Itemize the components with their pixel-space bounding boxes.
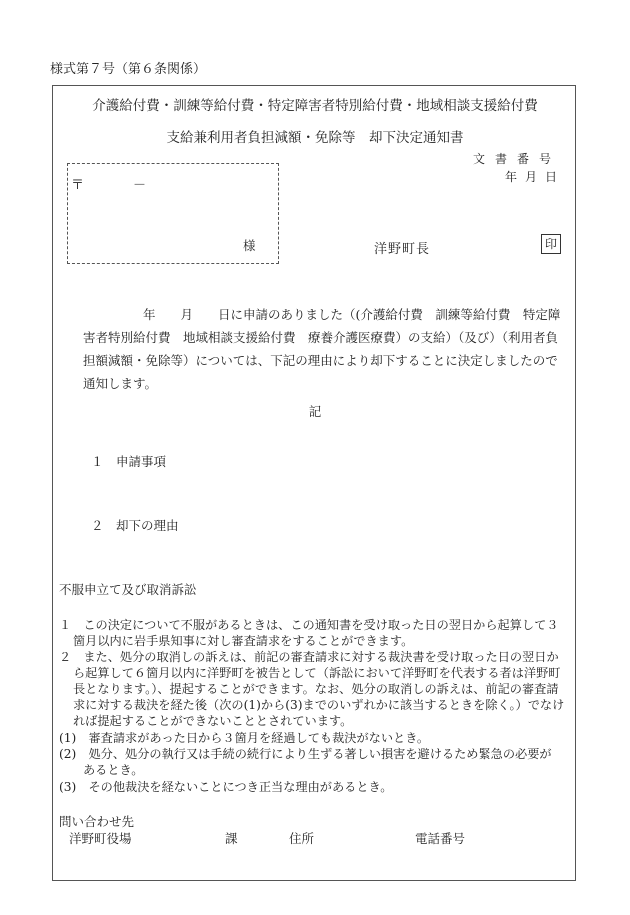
appeal-line: ら起算して６箇月以内に洋野町を被告として（訴訟において洋野町を代表する者は洋野町 — [73, 666, 561, 680]
issuer-name: 洋野町長 — [374, 242, 431, 257]
inquiry-section: 課 — [225, 831, 238, 846]
seal-mark: 印 — [541, 234, 561, 254]
postal-dash: － — [133, 178, 147, 193]
appeal-line: 箇月以内に岩手県知事に対し審査請求をすることができます。 — [73, 634, 414, 648]
appeal-title: 不服申立て及び取消訴訟 — [59, 582, 197, 597]
appeal-line: １ この決定について不服があるときは、この通知書を受け取った日の翌日から起算して３ — [59, 618, 559, 632]
inquiry-office: 洋野町役場 — [69, 831, 132, 846]
title-line-1: 介護給付費・訓練等給付費・特定障害者特別給付費・地域相談支援給付費 — [92, 98, 538, 114]
appeal-sub-item: あるとき。 — [83, 763, 144, 777]
item-application: １ 申請事項 — [91, 454, 167, 469]
inquiry-title: 問い合わせ先 — [59, 814, 135, 829]
inquiry-address-label: 住所 — [289, 831, 315, 846]
appeal-line: れば提起することができないこととされています。 — [73, 714, 353, 728]
body-line-2: 害者特別給付費 地域相談支援給付費 療養介護医療費）の支給）（及び）（利用者負 — [83, 330, 559, 345]
body-line-4: 通知します。 — [83, 376, 158, 391]
honorific: 様 — [243, 238, 256, 253]
postal-mark: 〒 — [71, 178, 85, 193]
appeal-sub-item: (3) その他裁決を経ないことにつき正当な理由があるとき。 — [59, 780, 393, 794]
title-line-2: 支給兼利用者負担減額・免除等 却下決定通知書 — [166, 130, 464, 146]
form-number: 様式第７号（第６条関係） — [50, 62, 207, 77]
appeal-line: 求に対する裁決を経た後（次の(1)から(3)までのいずれかに該当するときを除く。）でなけ — [73, 698, 565, 712]
body-line-3: 担額減額・免除等）については、下記の理由により却下することに決定しましたので — [83, 353, 558, 368]
ki-heading: 記 — [308, 404, 322, 419]
appeal-sub-item: (2) 処分、処分の執行又は手続の続行により生ずる著しい損害を避けるため緊急の必要が — [59, 747, 552, 761]
notice-frame — [52, 85, 576, 881]
appeal-line: 長となります。）、提起することができます。なお、処分の取消しの訴えは、前記の審査請 — [73, 682, 559, 696]
appeal-sub-item: (1) 審査請求があった日から３箇月を経過しても裁決がないとき。 — [59, 731, 430, 745]
item-rejection-reason: ２ 却下の理由 — [91, 518, 179, 533]
document-number-label: 文書番号 — [472, 152, 561, 166]
body-line-1: 年 月 日に申請のありました（(介護給付費 訓練等給付費 特定障 — [143, 307, 561, 322]
date-label: 年月日 — [504, 170, 565, 184]
inquiry-phone-label: 電話番号 — [415, 831, 466, 846]
appeal-line: ２ また、処分の取消しの訴えは、前記の審査請求に対する裁決書を受け取った日の翌日か — [59, 650, 559, 664]
